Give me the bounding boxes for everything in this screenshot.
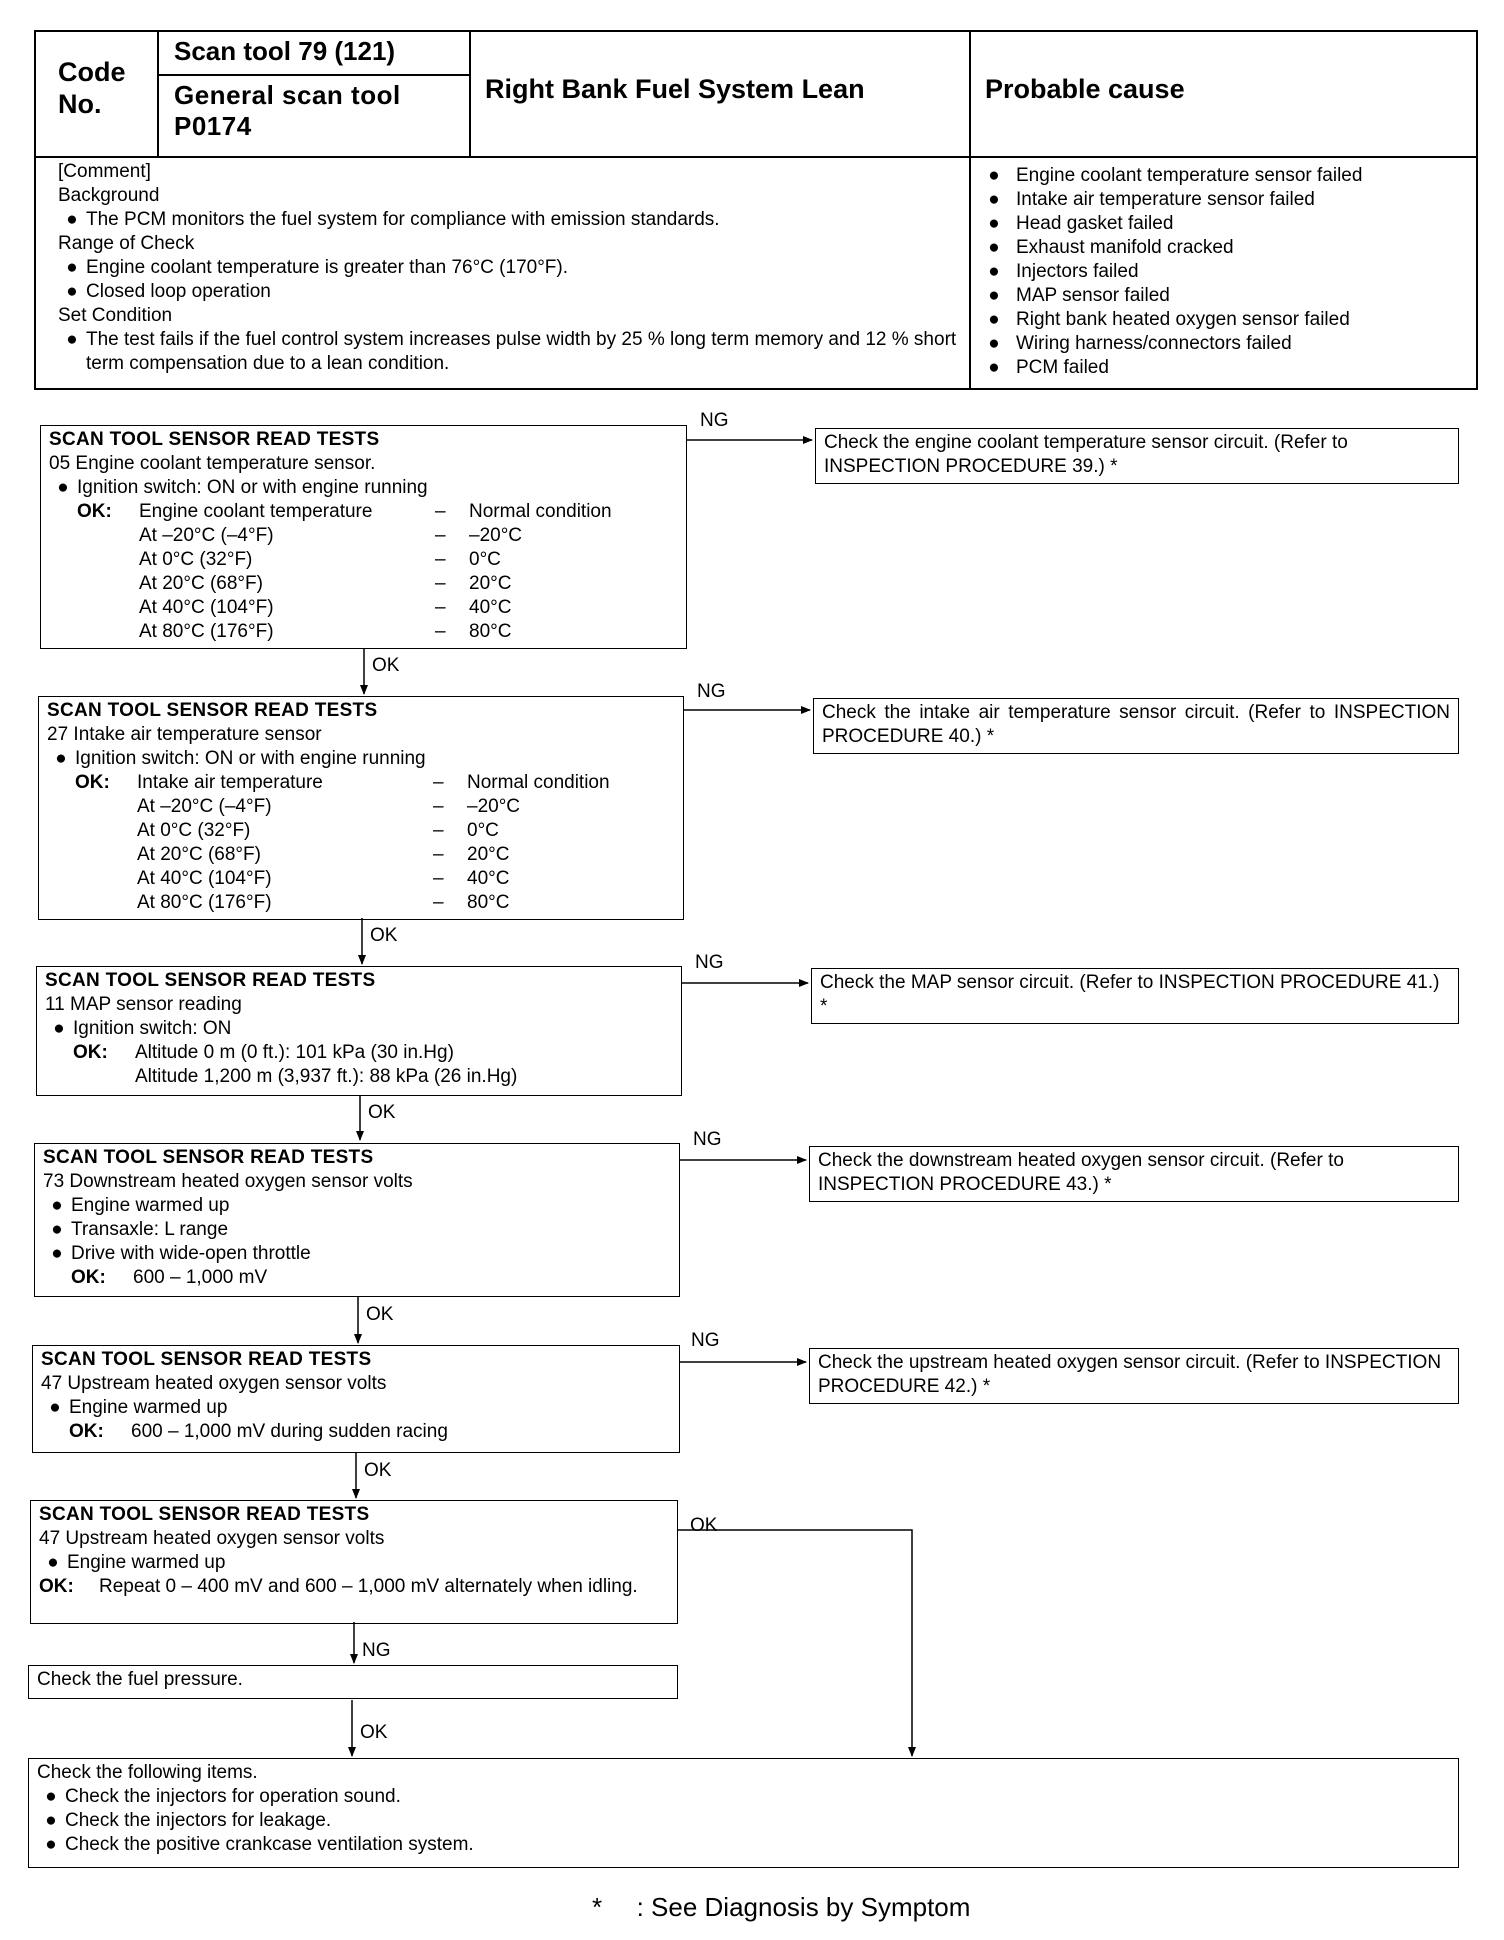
test-title: SCAN TOOL SENSOR READ TESTS <box>43 1147 374 1168</box>
ng-action-intake-air-temp: Check the intake air temperature sensor circuit. (Refer to INSPECTION PROCEDURE 40.) * <box>813 698 1459 754</box>
footnote-text: : See Diagnosis by Symptom <box>636 1892 971 1922</box>
list-item: ● Right bank heated oxygen sensor failed <box>988 309 1350 330</box>
set-condition-item: ● The test fails if the fuel control system increases pulse width by 25 % long term memory and 12 % short term compensation due to a lean condition. <box>66 329 957 374</box>
range-label: Range of Check <box>58 233 195 254</box>
set-condition-label: Set Condition <box>58 305 173 326</box>
table-row: At 0°C (32°F) – 0°C <box>137 820 499 841</box>
fuel-pressure-box: Check the fuel pressure. <box>28 1665 678 1699</box>
ng-label: NG <box>695 952 724 973</box>
ok-label: OK <box>366 1304 394 1325</box>
ng-action-upstream-o2: Check the upstream heated oxygen sensor circuit. (Refer to INSPECTION PROCEDURE 42.) * <box>809 1348 1459 1404</box>
ok-label: OK <box>360 1722 388 1743</box>
list-item: ● MAP sensor failed <box>988 285 1170 306</box>
table-row: At –20°C (–4°F) – –20°C <box>139 525 523 546</box>
list-item: ● Head gasket failed <box>988 213 1174 234</box>
background-label: Background <box>58 185 160 206</box>
test-box-coolant-temp <box>40 425 687 649</box>
footnote-star: * <box>592 1892 603 1922</box>
test-box-upstream-o2-racing <box>32 1345 680 1453</box>
test-item: 47 Upstream heated oxygen sensor volts <box>39 1528 385 1549</box>
table-row: At 20°C (68°F) – 20°C <box>137 844 510 865</box>
table-row: At 40°C (104°F) – 40°C <box>139 597 512 618</box>
ok-condition-line: Altitude 1,200 m (3,937 ft.): 88 kPa (26 in.Hg) <box>135 1066 518 1087</box>
probable-cause-heading: Probable cause <box>985 74 1185 104</box>
test-bullet: ● Engine warmed up <box>49 1397 228 1418</box>
ok-label: OK <box>364 1460 392 1481</box>
test-title: SCAN TOOL SENSOR READ TESTS <box>49 429 380 450</box>
test-bullet: ● Ignition switch: ON <box>53 1018 232 1039</box>
final-intro: Check the following items. <box>37 1762 258 1783</box>
list-item: ● Exhaust manifold cracked <box>988 237 1234 258</box>
range-item: ● Engine coolant temperature is greater than 76°C (170°F). <box>66 257 569 278</box>
list-item: ● Engine coolant temperature sensor failed <box>988 165 1363 186</box>
ng-label: NG <box>697 681 726 702</box>
ng-label: NG <box>362 1640 391 1661</box>
list-item: ● Check the injectors for operation sound. <box>45 1786 401 1807</box>
table-row: At 80°C (176°F) – 80°C <box>139 621 512 642</box>
test-item: 05 Engine coolant temperature sensor. <box>49 453 376 474</box>
ng-label: NG <box>693 1129 722 1150</box>
ng-label: NG <box>691 1330 720 1351</box>
ok-condition-table: OK: Intake air temperature – Normal condition At –20°C (–4°F) – –20°C At 0°C (32°F) – 0°C At 20°C (68°F) – 20°C At 40°C (104°F) – 40°C At 80°C (176°F) – 80°C <box>75 772 610 913</box>
ng-action-coolant-temp: Check the engine coolant temperature sensor circuit. (Refer to INSPECTION PROCEDURE 39.) * <box>815 428 1459 484</box>
list-item: ● Check the injectors for leakage. <box>45 1810 332 1831</box>
test-bullet: ● Transaxle: L range <box>51 1219 229 1240</box>
list-item: ● Check the positive crankcase ventilation system. <box>45 1834 474 1855</box>
test-item: 73 Downstream heated oxygen sensor volts <box>43 1171 413 1192</box>
table-row: At 80°C (176°F) – 80°C <box>137 892 510 913</box>
table-row: At –20°C (–4°F) – –20°C <box>137 796 521 817</box>
test-item: 27 Intake air temperature sensor <box>47 724 322 745</box>
test-box-map-sensor <box>36 966 682 1096</box>
test-title: SCAN TOOL SENSOR READ TESTS <box>47 700 378 721</box>
table-row: At 20°C (68°F) – 20°C <box>139 573 512 594</box>
range-item: ● Closed loop operation <box>66 281 271 302</box>
ok-condition: OK: 600 – 1,000 mV during sudden racing <box>69 1421 448 1442</box>
scan-tool-code: Scan tool 79 (121) <box>174 36 396 66</box>
test-box-upstream-o2-idle <box>30 1500 678 1624</box>
page-title: Right Bank Fuel System Lean <box>485 74 865 104</box>
list-item: ● PCM failed <box>988 357 1109 378</box>
test-title: SCAN TOOL SENSOR READ TESTS <box>39 1504 370 1525</box>
test-title: SCAN TOOL SENSOR READ TESTS <box>45 970 376 991</box>
test-title: SCAN TOOL SENSOR READ TESTS <box>41 1349 372 1370</box>
test-item: 47 Upstream heated oxygen sensor volts <box>41 1373 387 1394</box>
list-item: ● Wiring harness/connectors failed <box>988 333 1292 354</box>
comment-label: [Comment] <box>58 161 151 182</box>
ok-label: OK <box>370 925 398 946</box>
ok-condition-table: OK: Engine coolant temperature – Normal condition At –20°C (–4°F) – –20°C At 0°C (32°F) – 0°C At 20°C (68°F) – 20°C At 40°C (104°F) – 40°C At 80°C (176°F) – 80°C <box>77 501 612 642</box>
code-no-label: Code No. <box>58 57 126 119</box>
ok-label: OK <box>690 1515 718 1536</box>
ok-label: OK <box>372 655 400 676</box>
final-check-box <box>28 1758 1459 1868</box>
footnote <box>592 1892 970 1923</box>
test-box-downstream-o2 <box>34 1143 680 1297</box>
background-item: ● The PCM monitors the fuel system for compliance with emission standards. <box>66 209 720 230</box>
general-scan-tool-code: General scan tool P0174 <box>174 80 401 141</box>
test-bullet: ● Drive with wide-open throttle <box>51 1243 311 1264</box>
ok-label: OK <box>368 1102 396 1123</box>
ng-action-downstream-o2: Check the downstream heated oxygen sensor circuit. (Refer to INSPECTION PROCEDURE 43.) * <box>809 1146 1459 1202</box>
table-row: At 0°C (32°F) – 0°C <box>139 549 501 570</box>
list-item: ● Intake air temperature sensor failed <box>988 189 1315 210</box>
ok-condition: OK: 600 – 1,000 mV <box>71 1267 268 1288</box>
test-bullet: ● Ignition switch: ON or with engine running <box>55 748 426 769</box>
test-item: 11 MAP sensor reading <box>45 994 242 1015</box>
ok-condition: OK: Altitude 0 m (0 ft.): 101 kPa (30 in.Hg) <box>73 1042 454 1063</box>
table-row: At 40°C (104°F) – 40°C <box>137 868 510 889</box>
test-bullet: ● Engine warmed up <box>51 1195 230 1216</box>
ok-condition: OK: Repeat 0 – 400 mV and 600 – 1,000 mV alternately when idling. <box>39 1576 638 1597</box>
test-box-intake-air-temp <box>38 696 684 920</box>
ng-label: NG <box>700 410 729 431</box>
test-bullet: ● Engine warmed up <box>47 1552 226 1573</box>
test-bullet: ● Ignition switch: ON or with engine running <box>57 477 428 498</box>
ng-action-map-sensor: Check the MAP sensor circuit. (Refer to INSPECTION PROCEDURE 41.) * <box>811 968 1459 1024</box>
list-item: ● Injectors failed <box>988 261 1139 282</box>
